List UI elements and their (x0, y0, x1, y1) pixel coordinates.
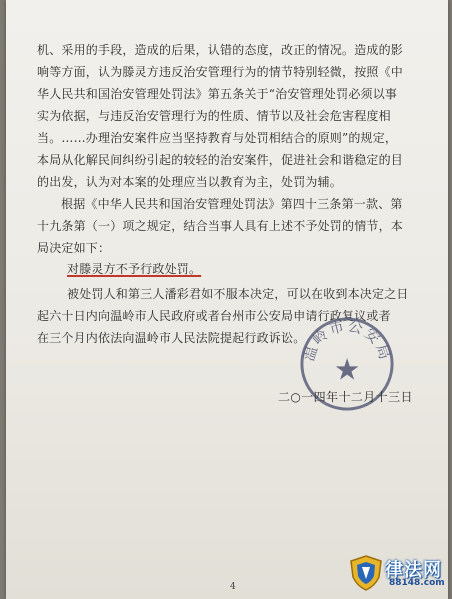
site-watermark (349, 554, 450, 593)
watermark-subtitle: 88148.com (389, 578, 445, 588)
document-date: 二○一四年十二月十三日 (278, 390, 413, 404)
doc-line-14: 在三个月内依法向温岭市人民法院提起行政诉讼。 (37, 331, 306, 345)
seal-star-icon: ★ (333, 352, 361, 387)
doc-line-2: 响等方面，认为滕灵方违反治安管理行为的情节特别轻微，按照《中 (37, 65, 404, 79)
document-page (6, 0, 448, 599)
doc-line-5: 当。……办理治安案件应当坚持教育与处罚相结合的原则”的规定， (37, 131, 398, 145)
page-number: 4 (230, 582, 236, 592)
watermark-title: 律法网 (385, 560, 442, 581)
doc-line-3: 华人民共和国治安管理处罚法》第五条关于“治安管理处罚必须以事 (37, 87, 398, 101)
doc-line-4: 实为依据，与违反治安管理行为的性质、情节以及社会危害程度相 (37, 109, 391, 123)
doc-line-1: 机、采用的手段，造成的后果，认错的态度，改正的情况。造成的影 (37, 43, 404, 57)
doc-line-13: 起六十日内向温岭市人民政府或者台州市公安局申请行政复议或者 (37, 309, 391, 323)
doc-line-7: 的出发，认为对本案的处理应当以教育为主，处罚为辅。 (37, 175, 343, 189)
doc-line-9: 十九条第（一）项之规定，结合当事人具有上述不予处罚的情节，本 (37, 219, 404, 233)
seal-text: 温岭市公安局 (300, 317, 394, 364)
doc-line-12: 被处罚人和第三人潘彩君如不服本决定，可以在收到本决定之日 (67, 287, 409, 301)
decision-line: 对滕灵方不予行政处罚。 (67, 262, 202, 276)
doc-line-8: 根据《中华人民共和国治安管理处罚法》第四十三条第一款、第 (61, 197, 403, 211)
doc-line-10: 局决定如下： (37, 241, 111, 255)
shield-icon (349, 555, 383, 591)
doc-line-6: 本局从化解民间纠纷引起的较轻的治安案件，促进社会和谐稳定的目 (37, 153, 404, 167)
